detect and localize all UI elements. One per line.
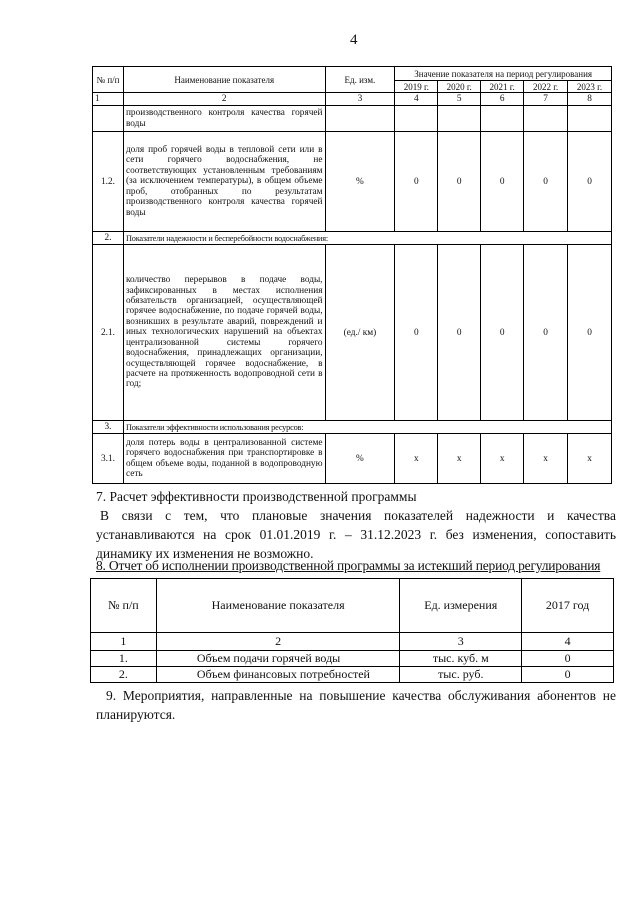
section7-text: В связи с тем, что плановые значения показателей надежности и качества устанавливаются на срок 01.01.2019 г. – 31.12.2023 г. без изменения, сопоставить динамику их изменения не возможно. xyxy=(96,508,616,561)
index-cell: 4 xyxy=(522,633,614,651)
table-row xyxy=(91,651,614,667)
section-row xyxy=(93,232,612,245)
value-cell: 0 xyxy=(481,245,524,421)
indicators-table xyxy=(92,66,612,484)
header-year: 2020 г. xyxy=(438,81,481,93)
section-number: 3. xyxy=(93,421,124,434)
row-number: 1. xyxy=(91,651,157,667)
index-cell: 3 xyxy=(400,633,522,651)
section9-text: 9. Мероприятия, направленные на повышение качества обслуживания абонентов не планируются. xyxy=(96,688,616,722)
header-unit: Ед. измерения xyxy=(400,579,522,633)
header-name: Наименование показателя xyxy=(123,67,325,93)
value-cell: x xyxy=(524,434,568,484)
header-year: 2021 г. xyxy=(481,81,524,93)
value-cell: 0 xyxy=(481,132,524,232)
table-row xyxy=(93,434,612,484)
value-cell: 0 xyxy=(522,667,614,683)
index-cell: 7 xyxy=(524,93,568,106)
indicator-unit: тыс. куб. м xyxy=(400,651,522,667)
index-cell: 1 xyxy=(93,93,124,106)
indicator-name: количество перерывов в подаче воды, зафиксированных в местах исполнения обязательств организацией, осуществляющей горячее водоснабжение, по подаче горячей воды, возникших в результате аварий, повреждений и иных технологических нарушений на объектах централизованной системы горячего водоснабжения, принадлежащих организации, осуществляющей горячее водоснабжение, в расчете на протяженность водопроводной сети в год; xyxy=(123,245,325,421)
index-row xyxy=(93,93,612,106)
row-number: 2.1. xyxy=(93,245,124,421)
header-year: 2017 год xyxy=(522,579,614,633)
value-cell: 0 xyxy=(438,245,481,421)
section8-heading: 8. Отчет об исполнении производственной программы за истекший период регулирования xyxy=(96,558,601,573)
value-cell: 0 xyxy=(395,132,438,232)
header-year: 2023 г. xyxy=(568,81,612,93)
section-title: Показатели эффективности использования ресурсов: xyxy=(123,421,611,434)
value-cell: x xyxy=(395,434,438,484)
index-cell: 5 xyxy=(438,93,481,106)
value-cell: 0 xyxy=(524,245,568,421)
section-number: 2. xyxy=(93,232,124,245)
index-cell: 3 xyxy=(325,93,395,106)
indicator-unit: тыс. руб. xyxy=(400,667,522,683)
indicator-name: Объем финансовых потребностей xyxy=(156,667,400,683)
index-cell: 2 xyxy=(123,93,325,106)
table-row xyxy=(93,106,612,132)
section-row xyxy=(93,421,612,434)
index-cell: 4 xyxy=(395,93,438,106)
header-no: № п/п xyxy=(93,67,124,93)
value-cell: 0 xyxy=(438,132,481,232)
indicator-unit: (ед./ км) xyxy=(325,245,395,421)
index-cell: 2 xyxy=(156,633,400,651)
value-cell: 0 xyxy=(395,245,438,421)
table-row xyxy=(93,245,612,421)
indicator-name: доля проб горячей воды в тепловой сети или в сети горячего водоснабжения, не соответствующих установленным требованиям (за исключением температуры), в общем объеме проб, отобранных по результатам производственного контроля качества горячей воды xyxy=(123,132,325,232)
scan-edge-artifact xyxy=(628,8,638,428)
indicator-name: доля потерь воды в централизованной системе горячего водоснабжения при транспортировке в общем объеме воды, поданной в водопроводную сеть xyxy=(123,434,325,484)
header-unit: Ед. изм. xyxy=(325,67,395,93)
header-year: 2022 г. xyxy=(524,81,568,93)
value-cell: x xyxy=(438,434,481,484)
page-number: 4 xyxy=(350,32,358,48)
table-row xyxy=(93,132,612,232)
report-table xyxy=(90,578,614,683)
value-cell: 0 xyxy=(568,245,612,421)
value-cell: x xyxy=(568,434,612,484)
table-row xyxy=(91,667,614,683)
indicator-unit: % xyxy=(325,132,395,232)
header-period: Значение показателя на период регулирования xyxy=(395,67,612,81)
value-cell: x xyxy=(481,434,524,484)
header-no: № п/п xyxy=(91,579,157,633)
row-number: 3.1. xyxy=(93,434,124,484)
indicator-name: Объем подачи горячей воды xyxy=(156,651,400,667)
value-cell: 0 xyxy=(524,132,568,232)
value-cell: 0 xyxy=(568,132,612,232)
value-cell: 0 xyxy=(522,651,614,667)
index-cell: 8 xyxy=(568,93,612,106)
section7-heading: 7. Расчет эффективности производственной программы xyxy=(96,489,417,504)
continuation-text: производственного контроля качества горячей воды xyxy=(123,106,325,132)
row-number: 1.2. xyxy=(93,132,124,232)
index-cell: 6 xyxy=(481,93,524,106)
header-year: 2019 г. xyxy=(395,81,438,93)
indicator-unit: % xyxy=(325,434,395,484)
row-number: 2. xyxy=(91,667,157,683)
index-cell: 1 xyxy=(91,633,157,651)
header-name: Наименование показателя xyxy=(156,579,400,633)
section-title: Показатели надежности и бесперебойности водоснабжения: xyxy=(123,232,611,245)
index-row xyxy=(91,633,614,651)
